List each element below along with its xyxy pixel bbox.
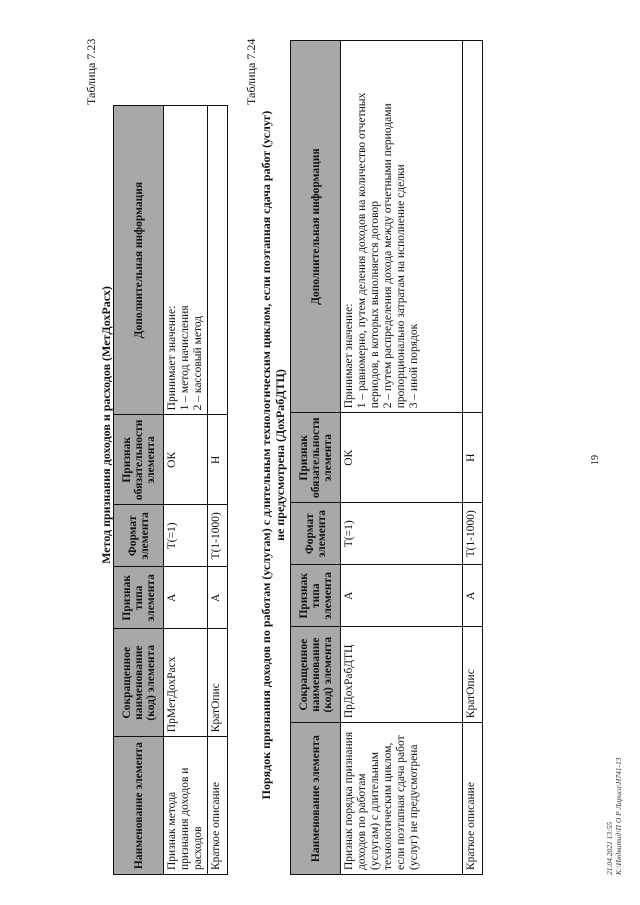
header-type: Признак типа элемента xyxy=(291,565,341,627)
table-header-row xyxy=(114,106,164,875)
footer-stamp xyxy=(605,757,623,875)
footer-date: 21.04.2021 13:55 xyxy=(605,821,614,875)
table-row xyxy=(341,41,463,875)
table-row xyxy=(463,41,483,875)
table-title-2-line1: Порядок признания доходов по работам (услугам) с длительным технологическим циклом, если поэтапная сдача работ (услуг) xyxy=(259,110,273,800)
cell-code: КратОпис xyxy=(208,629,228,737)
header-format: Формат элемента xyxy=(291,503,341,565)
info-line: 2 – путем распределения дохода между отчетными периодами пропорционально затратам на исполнение сделки xyxy=(382,103,407,409)
table-title-1: Метод признания доходов и расходов (МетДохРасх) xyxy=(99,286,113,564)
cell-name: Краткое описание xyxy=(463,723,483,875)
cell-required: ОК xyxy=(164,415,208,505)
cell-format: Т(=1) xyxy=(164,505,208,567)
table-caption-2: Таблица 7.24 xyxy=(244,38,258,105)
cell-info xyxy=(164,106,208,415)
cell-format: Т(1-1000) xyxy=(208,505,228,567)
cell-name: Признак метода признания доходов и расходов xyxy=(164,737,208,875)
table-row xyxy=(164,106,208,875)
table-caption-1: Таблица 7.23 xyxy=(84,38,98,105)
header-format: Формат элемента xyxy=(114,505,164,567)
header-code: Сокращенное наименование (код) элемента xyxy=(291,627,341,723)
table-7-24 xyxy=(290,40,483,875)
header-type: Признак типа элемента xyxy=(114,567,164,629)
header-code: Сокращенное наименование (код) элемента xyxy=(114,629,164,737)
header-required: Признак обязательности элемента xyxy=(291,413,341,503)
cell-type: А xyxy=(341,565,463,627)
cell-type: А xyxy=(208,567,228,629)
page-number: 19 xyxy=(590,455,601,465)
table-7-23 xyxy=(113,105,228,875)
table-title-2 xyxy=(259,35,287,875)
cell-format: Т(=1) xyxy=(341,503,463,565)
cell-info xyxy=(463,41,483,413)
cell-code: ПрМетДохРасх xyxy=(164,629,208,737)
cell-type: А xyxy=(164,567,208,629)
cell-required: Н xyxy=(463,413,483,503)
info-line: Принимает значение: xyxy=(166,305,178,411)
header-required: Признак обязательности элемента xyxy=(114,415,164,505)
cell-type: А xyxy=(463,565,483,627)
cell-code: КратОпис xyxy=(463,627,483,723)
info-line: 2 – кассовый метод xyxy=(192,315,204,411)
table-title-2-line2: не предусмотрена (ДохРабДТЦ) xyxy=(273,369,287,541)
cell-name: Признак порядка признания доходов по работам (услугам) с длительным технологическим циклом, если поэтапная сдача работ (услуг) не предусмотрена xyxy=(341,723,463,875)
header-info: Дополнительная информация xyxy=(291,41,341,413)
table-header-row xyxy=(291,41,341,875)
cell-required: ОК xyxy=(341,413,463,503)
header-name: Наименование элемента xyxy=(114,737,164,875)
cell-name: Краткое описание xyxy=(208,737,228,875)
info-line: 1 – равномерно, путем деления доходов на количество отчетных периодов, в которых выполняется договор xyxy=(356,92,381,409)
info-line: Принимает значение: xyxy=(343,303,355,409)
header-info: Дополнительная информация xyxy=(114,106,164,415)
footer-path: К:\Индвитид\П О Р Лариса\Н741-13 xyxy=(614,757,623,875)
cell-required: Н xyxy=(208,415,228,505)
table-row xyxy=(208,106,228,875)
cell-code: ПрДохРабДТЦ xyxy=(341,627,463,723)
info-line: 1 – метод начисления xyxy=(179,305,191,411)
cell-format: Т(1-1000) xyxy=(463,503,483,565)
cell-info xyxy=(208,106,228,415)
header-name: Наименование элемента xyxy=(291,723,341,875)
cell-info xyxy=(341,41,463,413)
info-line: 3 – иной порядок xyxy=(408,323,420,409)
